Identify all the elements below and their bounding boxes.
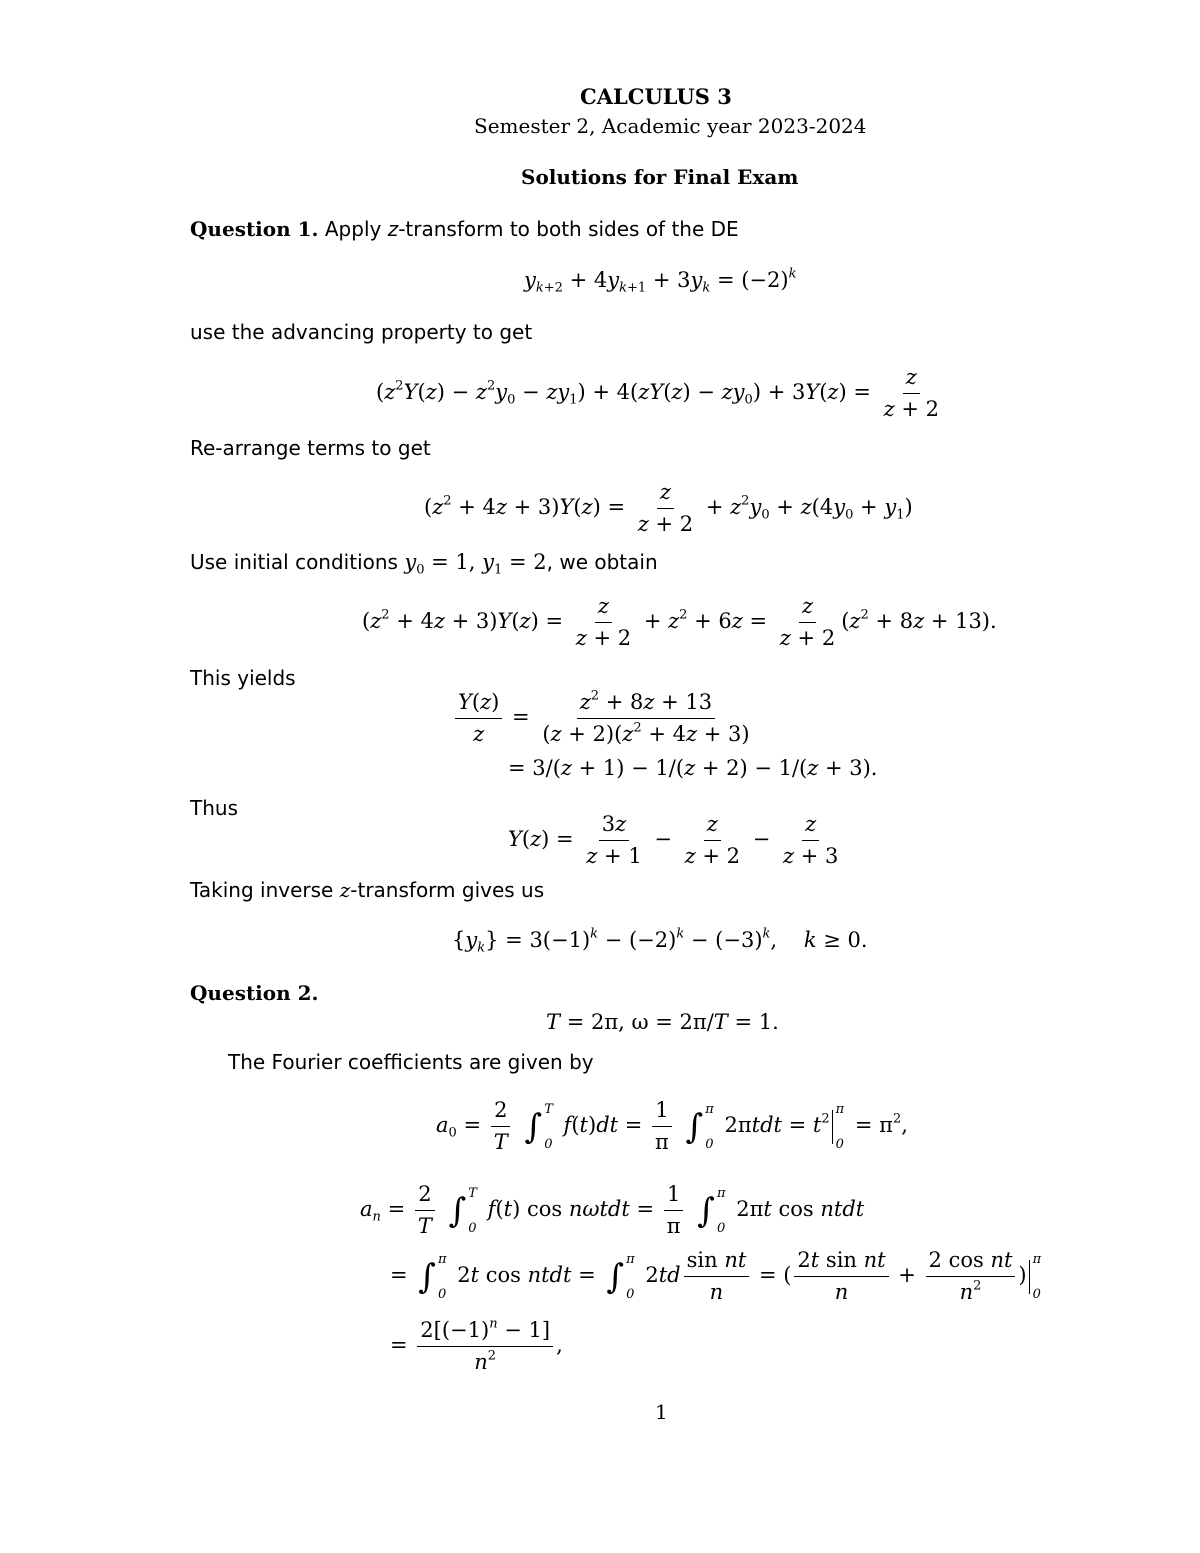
equation-an-result: = $\frac{2[(-1)^n - 1]}{n^2}$ , — [390, 1316, 563, 1375]
document-subtitle: Semester 2, Academic year 2023-2024 — [474, 114, 867, 138]
step-thus: Thus — [190, 796, 238, 820]
document-title: CALCULUS 3 — [580, 84, 732, 109]
question-1-line — [190, 219, 739, 239]
question-2-intro: The Fourier coefficients are given by — [228, 1050, 594, 1074]
section-heading: Solutions for Final Exam — [521, 165, 799, 189]
question-1-intro: Apply z-transform to both sides of the DE — [324, 217, 739, 241]
equation-a0: $a_0$ = $\frac{2}{T}$ ∫ T 0 f(t)dt = $\frac{1}{\pi}$ ∫ π 0 $2\pi tdt = t^2$ π 0 = $\pi^2$, — [436, 1098, 908, 1155]
equation-solution: $\{y_k\} = 3(-1)^k - (-2)^k - (-3)^k$, k ≥ 0. — [452, 926, 868, 956]
equation-an: $a_n$ = $\frac{2}{T}$ ∫ T 0 f(t) cos nωtdt = $\frac{1}{\pi}$ ∫ π 0 2πt cos ntdt — [360, 1182, 865, 1239]
step-yields: This yields — [190, 666, 296, 690]
equation-an-step2: = ∫ π 0 2t cos ntdt = ∫ π 0 2td $\frac{\text{sin nt}}{n}$ = ( $\frac{\text{2t sin nt}}{n}$ + $\frac{\text{2 cos nt}}{n^2}$ ) π 0 — [390, 1248, 1042, 1305]
equation-rearranged: $(z^2 + 4z + 3)Y(z)$ = $\frac{z}{z + 2}$ + $z^2y_0 + z(4y_0 + y_1)$ — [424, 480, 913, 537]
equation-partial-fraction: $\frac{Y(z)}{z}$ = $\frac{z^2 + 8z + 13}{(z + 2)(z^2 + 4z + 3)}$ — [452, 690, 756, 747]
equation-partial-fraction-result: = 3/(z + 1) − 1/(z + 2) − 1/(z + 3). — [508, 756, 878, 780]
question-1-label: Question 1. — [190, 217, 319, 241]
equation-Y: Y(z) = $\frac{3z}{z + 1}$ − $\frac{z}{z + 2}$ − $\frac{z}{z + 3}$ — [508, 812, 839, 869]
step-inverse: Taking inverse z-transform gives us — [190, 878, 545, 902]
step-rearrange: Re-arrange terms to get — [190, 436, 431, 460]
equation-period: T = 2π, ω = 2π/T = 1. — [546, 1010, 779, 1034]
step-initial-conditions: Use initial conditions $y_0 = 1$, $y_1 = 2$, we obtain — [190, 550, 658, 578]
equation-de: $y_{k+2} + 4y_{k+1} + 3y_k = (-2)^k$ — [524, 266, 797, 296]
page-number: 1 — [655, 1400, 668, 1424]
question-2-label: Question 2. — [190, 981, 319, 1005]
equation-substituted: $(z^2 + 4z + 3)Y(z)$ = $\frac{z}{z + 2}$ + $z^2 + 6z$ = $\frac{z}{z + 2}$ $(z^2 + 8z + 13)$. — [362, 594, 997, 651]
step-advancing: use the advancing property to get — [190, 320, 533, 344]
equation-advanced: $(z^2Y(z) - z^2y_0 - zy_1) + 4(zY(z) - zy_0) + 3Y(z)$ = $\frac{z}{z + 2}$ — [376, 365, 940, 422]
